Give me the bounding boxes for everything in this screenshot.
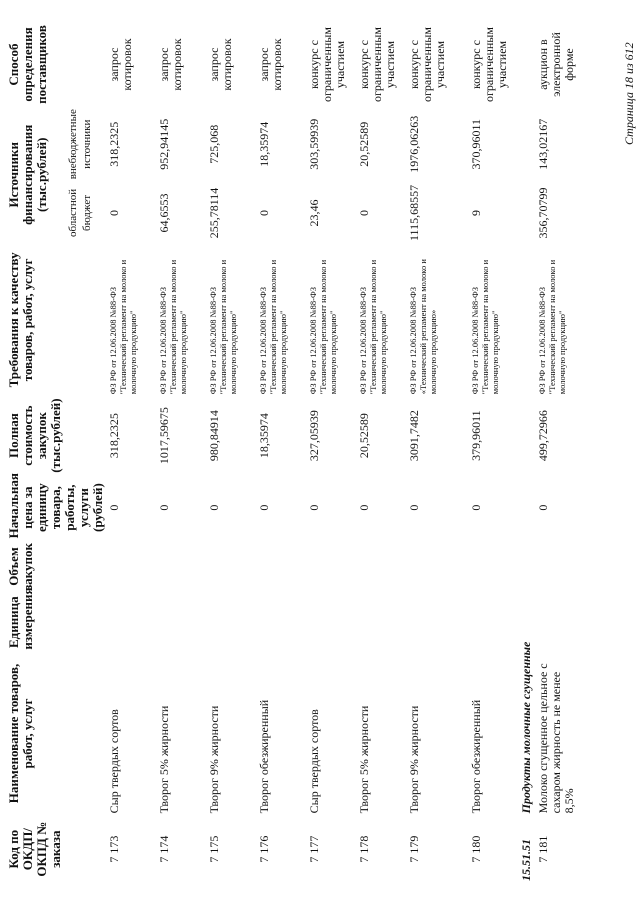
cell-regional: 23,46 — [307, 199, 321, 227]
table-row — [256, 23, 306, 883]
cell-requirements: ФЗ РФ от 12.06.2008 №88-ФЗ "Технический регламент на молоко и молочную продукцию" — [308, 259, 338, 395]
header-price: Начальная цена за единицу товара, работы, услуги (рублей) — [6, 473, 105, 539]
table-row — [156, 23, 206, 883]
cell-method: аукцион в электронной форме — [536, 32, 576, 97]
cell-volume — [156, 540, 206, 592]
cell-code: 7 175 — [207, 835, 221, 863]
cell-regional: 0 — [107, 209, 121, 216]
cell-method: конкурс с ограниченным участием — [307, 27, 347, 102]
cell-cost: 499,72966 — [536, 410, 550, 462]
cell-price: 0 — [107, 504, 121, 511]
cell-price: 0 — [307, 504, 321, 511]
header-cost: Полная стоимость закупок (тыс.рублей) — [6, 398, 63, 473]
cell-volume — [468, 540, 518, 592]
cell-extra: 18,35974 — [257, 121, 271, 167]
cell-unit — [406, 593, 468, 652]
table-row — [406, 23, 468, 883]
header-requirements: Требования к качеству товаров, работ, услуг — [6, 252, 35, 388]
page-footer: Страница 18 из 612 — [622, 42, 636, 145]
cell-code: 7 176 — [257, 835, 271, 863]
header-name: Наименование товаров, работ, услуг — [6, 663, 35, 804]
table-row — [106, 23, 156, 883]
cell-name: Творог 5% жирности — [357, 705, 371, 814]
header-source: Источники финансирования (тыс.рублей) — [6, 124, 49, 225]
cell-extra: 725,068 — [207, 124, 221, 164]
cell-method: конкурс с ограниченным участием — [469, 27, 509, 102]
table-row — [206, 23, 256, 883]
header-row — [6, 23, 65, 883]
cell-method: конкурс с ограниченным участием — [407, 27, 447, 102]
cell-regional: 255,78114 — [207, 187, 221, 239]
cell-price: 0 — [407, 504, 421, 511]
cell-regional: 64,6553 — [157, 193, 171, 233]
cell-cost: 20,52589 — [357, 413, 371, 459]
cell-requirements: ФЗ РФ от 12.06.2008 №88-ФЗ "Технический регламент на молоко и молочную продукцию" — [158, 259, 188, 395]
cell-volume — [206, 540, 256, 592]
cell-unit — [535, 593, 585, 652]
cell-cost: 318,2325 — [107, 413, 121, 459]
cell-code: 7 179 — [407, 835, 421, 863]
table-row — [535, 23, 585, 883]
cell-extra: 1976,06263 — [407, 115, 421, 173]
cell-cost: 379,96011 — [469, 410, 483, 461]
cell-cost: 3091,7482 — [407, 410, 421, 462]
cell-code: 7 180 — [469, 835, 483, 863]
cell-volume — [106, 540, 156, 592]
cell-extra: 318,2325 — [107, 121, 121, 167]
cell-method: запрос котировок — [107, 38, 134, 91]
cell-requirements: ФЗ РФ от 12.06.2008 №88-ФЗ "Технический регламент на молоко и молочную продукцию" — [208, 259, 238, 395]
cell-method: запрос котировок — [257, 38, 284, 91]
cell-unit — [206, 593, 256, 652]
cell-name: Творог обезжиренный — [469, 699, 483, 814]
cell-name: Молоко сгущенное цельное с сахаром жирность не менее 8,5% — [536, 663, 576, 814]
cell-unit — [468, 593, 518, 652]
cell-unit — [306, 593, 356, 652]
cell-name: Творог 9% жирности — [207, 705, 221, 814]
cell-code: 7 177 — [307, 835, 321, 863]
cell-regional: 0 — [357, 209, 371, 216]
header-source-extra: внебюджетные источники — [67, 109, 94, 180]
cell-requirements: ФЗ РФ от 12.06.2008 №88-ФЗ "Технический регламент на молоко и молочную продукцию" — [258, 259, 288, 395]
cell-regional: 1115,68557 — [407, 184, 421, 242]
cell-code: 7 173 — [107, 835, 121, 863]
cell-code: 7 174 — [157, 835, 171, 863]
cell-regional: 0 — [257, 209, 271, 216]
cell-extra: 20,52589 — [357, 121, 371, 167]
table-row — [306, 23, 356, 883]
cell-requirements: ФЗ РФ от 12.06.2008 №88-ФЗ "Технический регламент на молоко и молочную продукцию" — [537, 259, 567, 395]
header-code: Код по ОКДП/ ОКПД № заказа — [6, 821, 63, 877]
cell-extra: 303,59939 — [307, 118, 321, 170]
cell-unit — [356, 593, 406, 652]
table-row — [356, 23, 406, 883]
cell-price: 0 — [469, 504, 483, 511]
cell-regional: 9 — [469, 209, 483, 216]
cell-name: Сыр твердых сортов — [307, 709, 321, 814]
cell-volume — [306, 540, 356, 592]
cell-code: 7 181 — [536, 835, 550, 863]
cell-price: 0 — [157, 504, 171, 511]
cell-extra: 952,94145 — [157, 118, 171, 170]
cell-price: 0 — [207, 504, 221, 511]
cell-volume — [256, 540, 306, 592]
table-row — [468, 23, 518, 883]
cell-volume — [535, 540, 585, 592]
cell-volume — [406, 540, 468, 592]
cell-unit — [156, 593, 206, 652]
group-row — [518, 23, 535, 883]
cell-requirements: ФЗ РФ от 12.06.2008 №88-ФЗ "Технический регламент на молоко и молочную продукцию" — [108, 259, 138, 395]
cell-unit — [256, 593, 306, 652]
cell-regional: 356,70799 — [536, 187, 550, 239]
cell-extra: 370,96011 — [469, 118, 483, 170]
header-source-regional: областной бюджет — [67, 188, 94, 238]
cell-method: запрос котировок — [207, 38, 234, 91]
procurement-table — [6, 23, 585, 883]
cell-cost: 18,35974 — [257, 413, 271, 459]
cell-cost: 327,05939 — [307, 410, 321, 462]
group-name: Продукты молочные сгущенные — [519, 641, 533, 814]
header-volume: Объем закупок — [6, 543, 35, 591]
cell-method: конкурс с ограниченным участием — [357, 27, 397, 102]
cell-price: 0 — [536, 504, 550, 511]
cell-name: Сыр твердых сортов — [107, 709, 121, 814]
header-method: Способ определения поставщиков — [6, 25, 49, 104]
cell-cost: 980,84914 — [207, 410, 221, 462]
cell-unit — [106, 593, 156, 652]
cell-extra: 143,02167 — [536, 118, 550, 170]
cell-requirements: ФЗ РФ от 12.06.2008 №88-ФЗ "Технический регламент на молоко и молочную продукцию" — [358, 259, 388, 395]
cell-price: 0 — [257, 504, 271, 511]
cell-requirements: ФЗ РФ от 12.06.2008 №88-ФЗ «Технический регламент на молоко и молочную продукцию» — [408, 259, 438, 395]
cell-volume — [356, 540, 406, 592]
group-code: 15.51.51 — [519, 839, 533, 881]
cell-cost: 1017,59675 — [157, 407, 171, 465]
cell-code: 7 178 — [357, 835, 371, 863]
cell-name: Творог 5% жирности — [157, 705, 171, 814]
cell-name: Творог 9% жирности — [407, 705, 421, 814]
cell-method: запрос котировок — [157, 38, 184, 91]
cell-name: Творог обезжиренный — [257, 699, 271, 814]
cell-price: 0 — [357, 504, 371, 511]
header-unit: Единица измерения — [6, 587, 35, 650]
cell-requirements: ФЗ РФ от 12.06.2008 №88-ФЗ "Технический регламент на молоко и молочную продукцию" — [470, 259, 500, 395]
